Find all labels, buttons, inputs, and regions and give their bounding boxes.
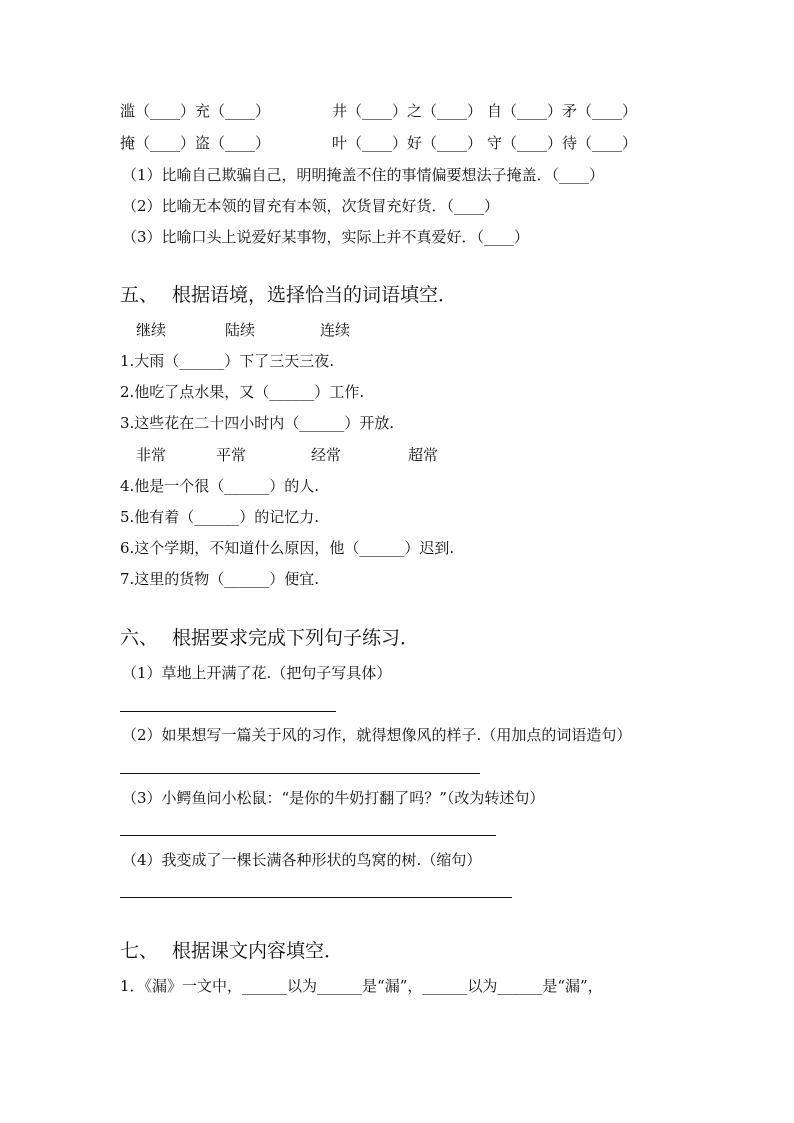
idiom-1a: 滥（____）充（____）	[120, 102, 271, 120]
idiom-2a: 掩（____）盗（____）	[120, 134, 271, 152]
bank2-word-2: 平常	[216, 446, 247, 464]
idiom-item-3: （3）比喻口头上说爱好某事物，实际上并不真爱好．（____）	[122, 228, 530, 246]
bank1-word-1: 继续	[136, 321, 167, 339]
s6-item-4: （4）我变成了一棵长满各种形状的鸟窝的树.（缩句）	[122, 851, 482, 869]
s6-item-1: （1）草地上开满了花.（把句子写具体）	[122, 664, 392, 682]
section-6-title: 根据要求完成下列句子练习．	[172, 627, 420, 649]
section-7-number: 七、	[120, 940, 159, 962]
s5-item-7: 7.这里的货物（______）便宜.	[120, 570, 320, 588]
bank1-word-2: 陆续	[225, 321, 256, 339]
idiom-1c: 自（____）矛（____）	[487, 102, 638, 120]
s5-item-1: 1.大雨（______）下了三天三夜.	[120, 352, 335, 370]
s6-item-2: （2）如果想写一篇关于风的习作，就得想像风的样子.（用加点的词语造句）	[122, 726, 632, 744]
bank1-word-3: 连续	[320, 321, 351, 339]
s5-item-3: 3.这些花在二十四小时内（______）开放.	[120, 414, 395, 432]
answer-line-2[interactable]	[120, 773, 480, 774]
section-7-heading	[120, 939, 343, 963]
section-5-heading	[120, 283, 457, 307]
s5-item-2: 2.他吃了点水果，又（______）工作.	[120, 383, 365, 401]
bank2-word-1: 非常	[136, 446, 167, 464]
s7-item-1: 1．《漏》一文中，______以为______是“漏”，______以为______是“漏”，	[120, 977, 603, 995]
bank2-word-3: 经常	[311, 446, 342, 464]
s5-item-6: 6.这个学期，不知道什么原因，他（______）迟到.	[120, 539, 455, 557]
idiom-item-2: （2）比喻无本领的冒充有本领，次货冒充好货．（____）	[122, 197, 500, 215]
idiom-2b: 叶（____）好（____）	[332, 134, 483, 152]
idiom-item-1: （1）比喻自己欺骗自己，明明掩盖不住的事情偏要想法子掩盖．（____）	[122, 166, 605, 184]
section-5-number: 五、	[120, 284, 159, 306]
section-5-title: 根据语境，选择恰当的词语填空．	[172, 284, 458, 306]
idiom-2c: 守（____）待（____）	[487, 134, 638, 152]
s5-item-4: 4.他是一个很（______）的人.	[120, 477, 320, 495]
section-7-title: 根据课文内容填空．	[172, 940, 344, 962]
s6-item-3: （3）小鳄鱼问小松鼠：“是你的牛奶打翻了吗？”（改为转述句）	[122, 789, 545, 807]
answer-line-3[interactable]	[120, 835, 496, 836]
s5-item-5: 5.他有着（______）的记忆力.	[120, 508, 320, 526]
answer-line-1[interactable]	[120, 711, 336, 712]
section-6-number: 六、	[120, 627, 159, 649]
idiom-1b: 井（____）之（____）	[332, 102, 483, 120]
bank2-word-4: 超常	[408, 446, 439, 464]
answer-line-4[interactable]	[120, 897, 512, 898]
section-6-heading	[120, 626, 419, 650]
